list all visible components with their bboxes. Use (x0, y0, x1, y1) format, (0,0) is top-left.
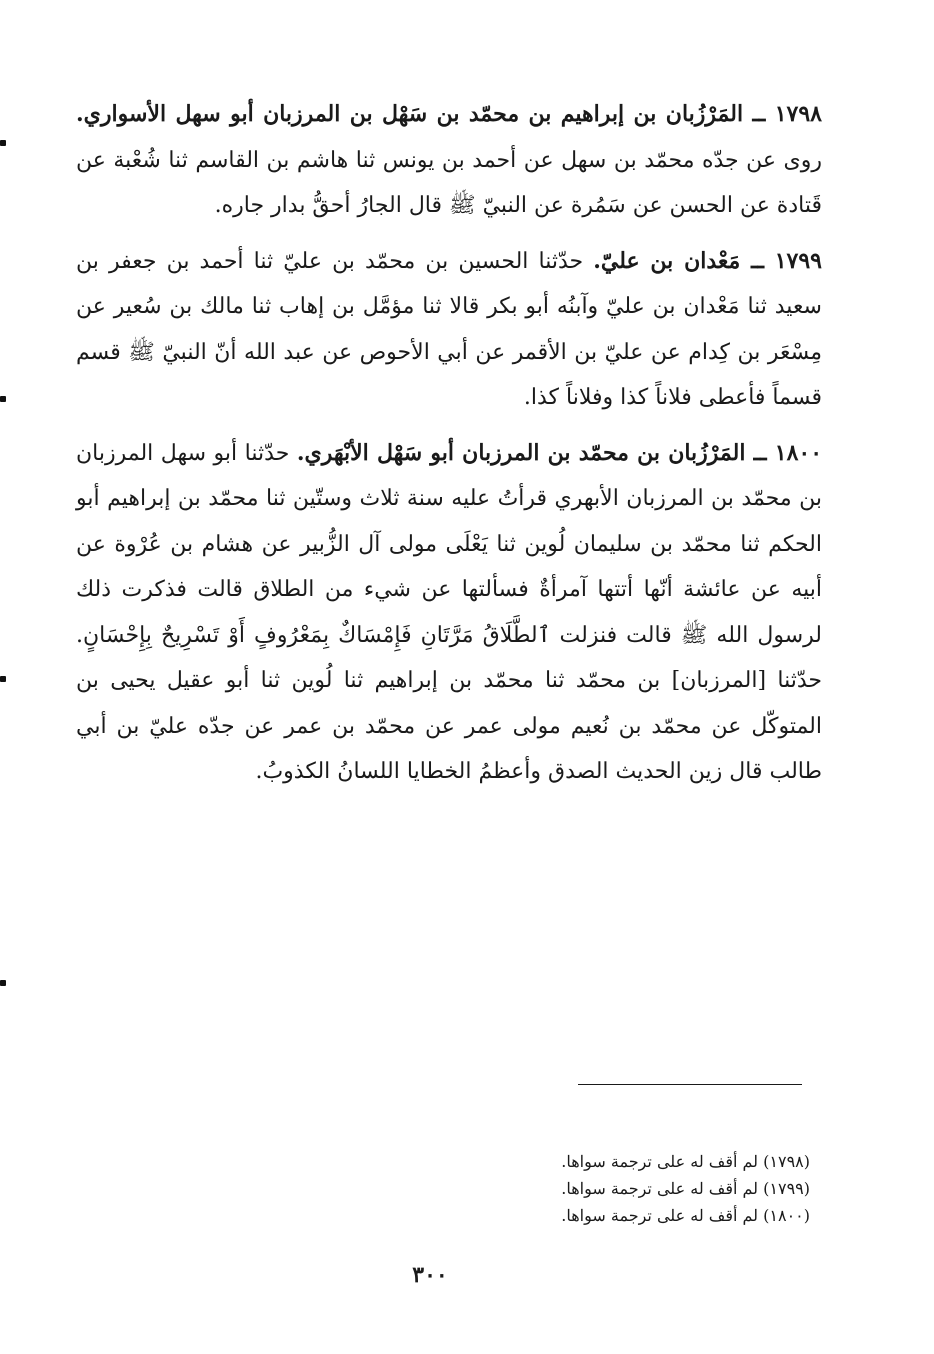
margin-mark (0, 140, 6, 146)
entry-body: روى عن جدّه محمّد بن سهل عن أحمد بن يونس ثنا هاشم بن القاسم ثنا شُعْبة عن قَتادة عن الحسن عن سَمُرة عن النبيّ ﷺ قال الجارُ أحقُّ بدار جاره. (76, 147, 822, 218)
entry-heading: ١٨٠٠ ــ المَرْزُبان بن محمّد بن المرزبان أبو سَهْل الأبْهَري. (296, 439, 823, 466)
page-number: ٣٠٠ (412, 1262, 448, 1288)
entry-heading: ١٧٩٨ ــ المَرْزُبان بن إبراهيم بن محمّد بن سَهْل بن المرزبان أبو سهل الأسواري. (76, 101, 822, 127)
footnote-1798: (١٧٩٨) لم أقف له على ترجمة سواها. (561, 1152, 810, 1171)
margin-mark (0, 676, 6, 682)
entry-body: حدّثنا أبو سهل المرزبان بن محمّد بن المرزبان الأبهري قرأتُ عليه سنة ثلاث وستّين ثنا محمّد بن إبراهيم أبو الحكم ثنا محمّد بن سليمان لُوين ثنا يَعْلَى مولى آل الزُّبير عن هشام بن عُرْوة عن أبيه عن عائشة أنّها أتتها آمرأةٌ فسألتها عن شيء من الطلاق قالت فذكرت ذلك لرسول الله ﷺ قالت فنزلت ٱلطَّلَاقُ مَرَّتَانِ فَإِمْسَاكٌ بِمَعْرُوفٍ أَوْ تَسْرِيحٌ بِإِحْسَانٍ. حدّثنا [المرزبان] بن محمّد ثنا محمّد بن إبراهيم ثنا لُوين ثنا أبو عقيل يحيى بن المتوكّل عن محمّد بن نُعيم مولى عمر عن محمّد بن عمر عن جدّه عليّ بن أبي طالب قال زين الحديث الصدق وأعظمُ الخطايا اللسانُ الكذوبُ. (76, 440, 822, 784)
footnotes (470, 1148, 810, 1229)
main-text (76, 92, 822, 805)
entry-heading: ١٧٩٩ ــ مَعْدان بن عليّ. (593, 247, 822, 274)
entry-1798 (76, 92, 822, 229)
entry-1799 (76, 239, 822, 421)
entry-body: حدّثنا الحسين بن محمّد بن عليّ ثنا أحمد بن جعفر بن سعيد ثنا مَعْدان بن عليّ وآبنُه أبو بكر قالا ثنا مؤمَّل بن إهاب ثنا مالك بن سُعير عن مِسْعَر بن كِدام عن عليّ بن الأقمر عن أبي الأحوص عن عبد الله أنّ النبيّ ﷺ قسم قسماً فأعطى فلاناً كذا وفلاناً كذا. (76, 248, 822, 410)
entry-1800 (76, 431, 822, 795)
footnote-1799: (١٧٩٩) لم أقف له على ترجمة سواها. (561, 1179, 810, 1198)
margin-mark (0, 980, 6, 986)
footnote-1800: (١٨٠٠) لم أقف له على ترجمة سواها. (561, 1206, 810, 1225)
footnote-divider (578, 1084, 802, 1085)
margin-mark (0, 396, 6, 402)
